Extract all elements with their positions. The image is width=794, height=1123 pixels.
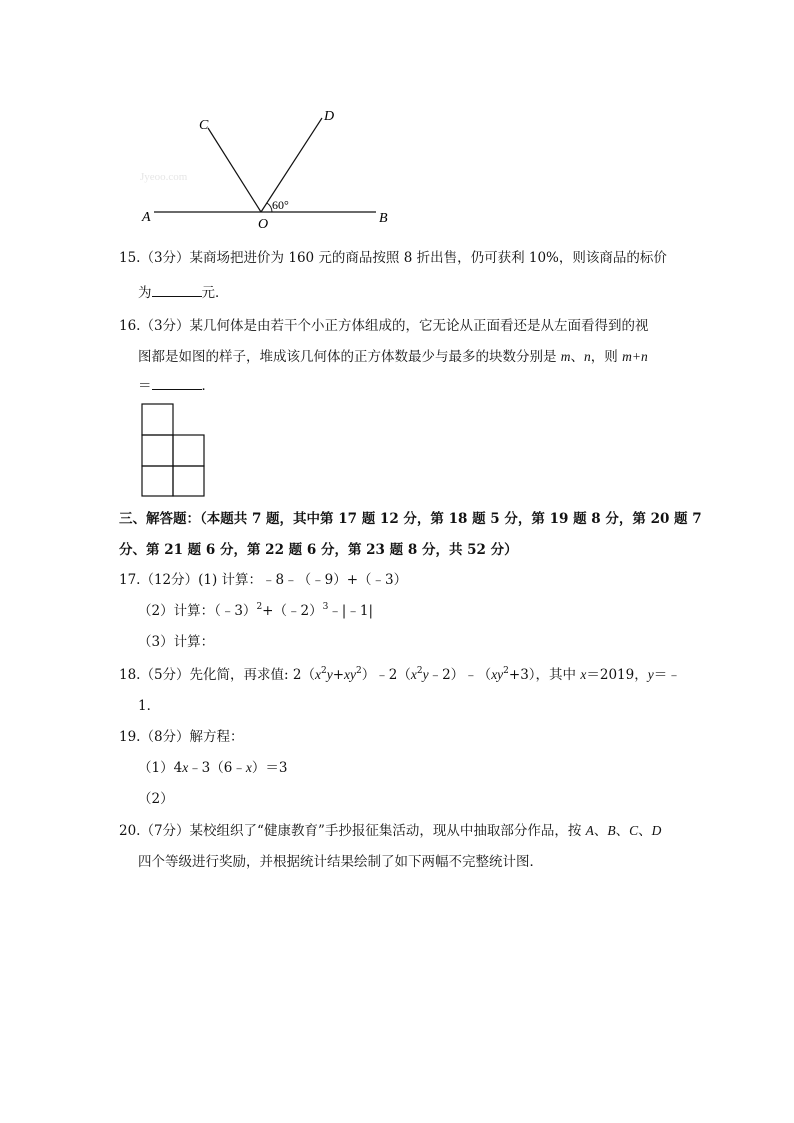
grid-cell-top [142,404,173,435]
grid-cell-bottom-right [173,466,204,496]
q18-line2: 1． [138,698,161,714]
q18-line1: 18.（5分）先化简，再求值: $2(x^2y+xy^2)﹣2(x^2y﹣2)﹣(xy^2+3)$，其中 x＝2019，y＝﹣ [119,666,681,683]
ray-od [261,118,322,212]
view-grid-figure [140,402,210,498]
q16-line2: 图都是如图的样子，堆成该几何体的正方体数最少与最多的块数分别是 m、n，则 m+n [138,349,648,365]
q17-line2: （2）计算：（﹣3）$^2$+（﹣2）$^3$﹣|﹣1| [138,602,373,619]
section3-heading-line1: 三、解答题：（本题共 7 题，其中第 17 题 12 分，第 18 题 5 分，第 19 题 8 分，第 20 题 7 [119,511,702,527]
watermark: Jyeoo.com [140,171,188,183]
q16-line1: 16.（3分）某几何体是由若干个小正方体组成的，它无论从正面看还是从左面看得到的视 [119,318,649,334]
q16-line3: ＝ ． [138,375,215,395]
q17-line3: （3）计算： [138,634,215,650]
label-d: D [324,109,335,124]
q19-line3: （2） [138,791,174,807]
q20-line2: 四个等级进行奖励，并根据统计结果绘制了如下两幅不完整统计图． [138,854,543,870]
ray-oc [208,128,261,212]
grid-cell-mid-left [142,435,173,466]
q15-line1: 15.（3分）某商场把进价为 160 元的商品按照 8 折出售，仍可获利 10%，则该商品的标价 [119,250,667,266]
q20-line1: 20.（7分）某校组织了“健康教育”手抄报征集活动，现从中抽取部分作品，按 A、B、C、D [119,823,662,839]
angle-figure [130,100,410,235]
angle-label: 60° [272,198,289,212]
section3-heading-line2: 分、第 21 题 6 分，第 22 题 6 分，第 23 题 8 分，共 52 分） [119,542,518,558]
label-a: A [142,210,151,225]
q15-answer-blank[interactable] [152,282,202,297]
label-o: O [258,217,269,232]
grid-cell-bottom-left [142,466,173,496]
q19-line2: （1）4x﹣3（6﹣x）＝3 [138,760,288,776]
q16-answer-blank[interactable] [152,375,202,390]
label-b: B [379,211,388,226]
q19-line1: 19.（8分）解方程： [119,729,244,745]
label-c: C [199,118,209,133]
grid-cell-mid-right [173,435,204,466]
q17-line1: 17.（12分）(1) 计算：﹣8﹣（﹣9）+（﹣3） [119,572,408,588]
q15-line2: 为 元． [138,282,229,302]
